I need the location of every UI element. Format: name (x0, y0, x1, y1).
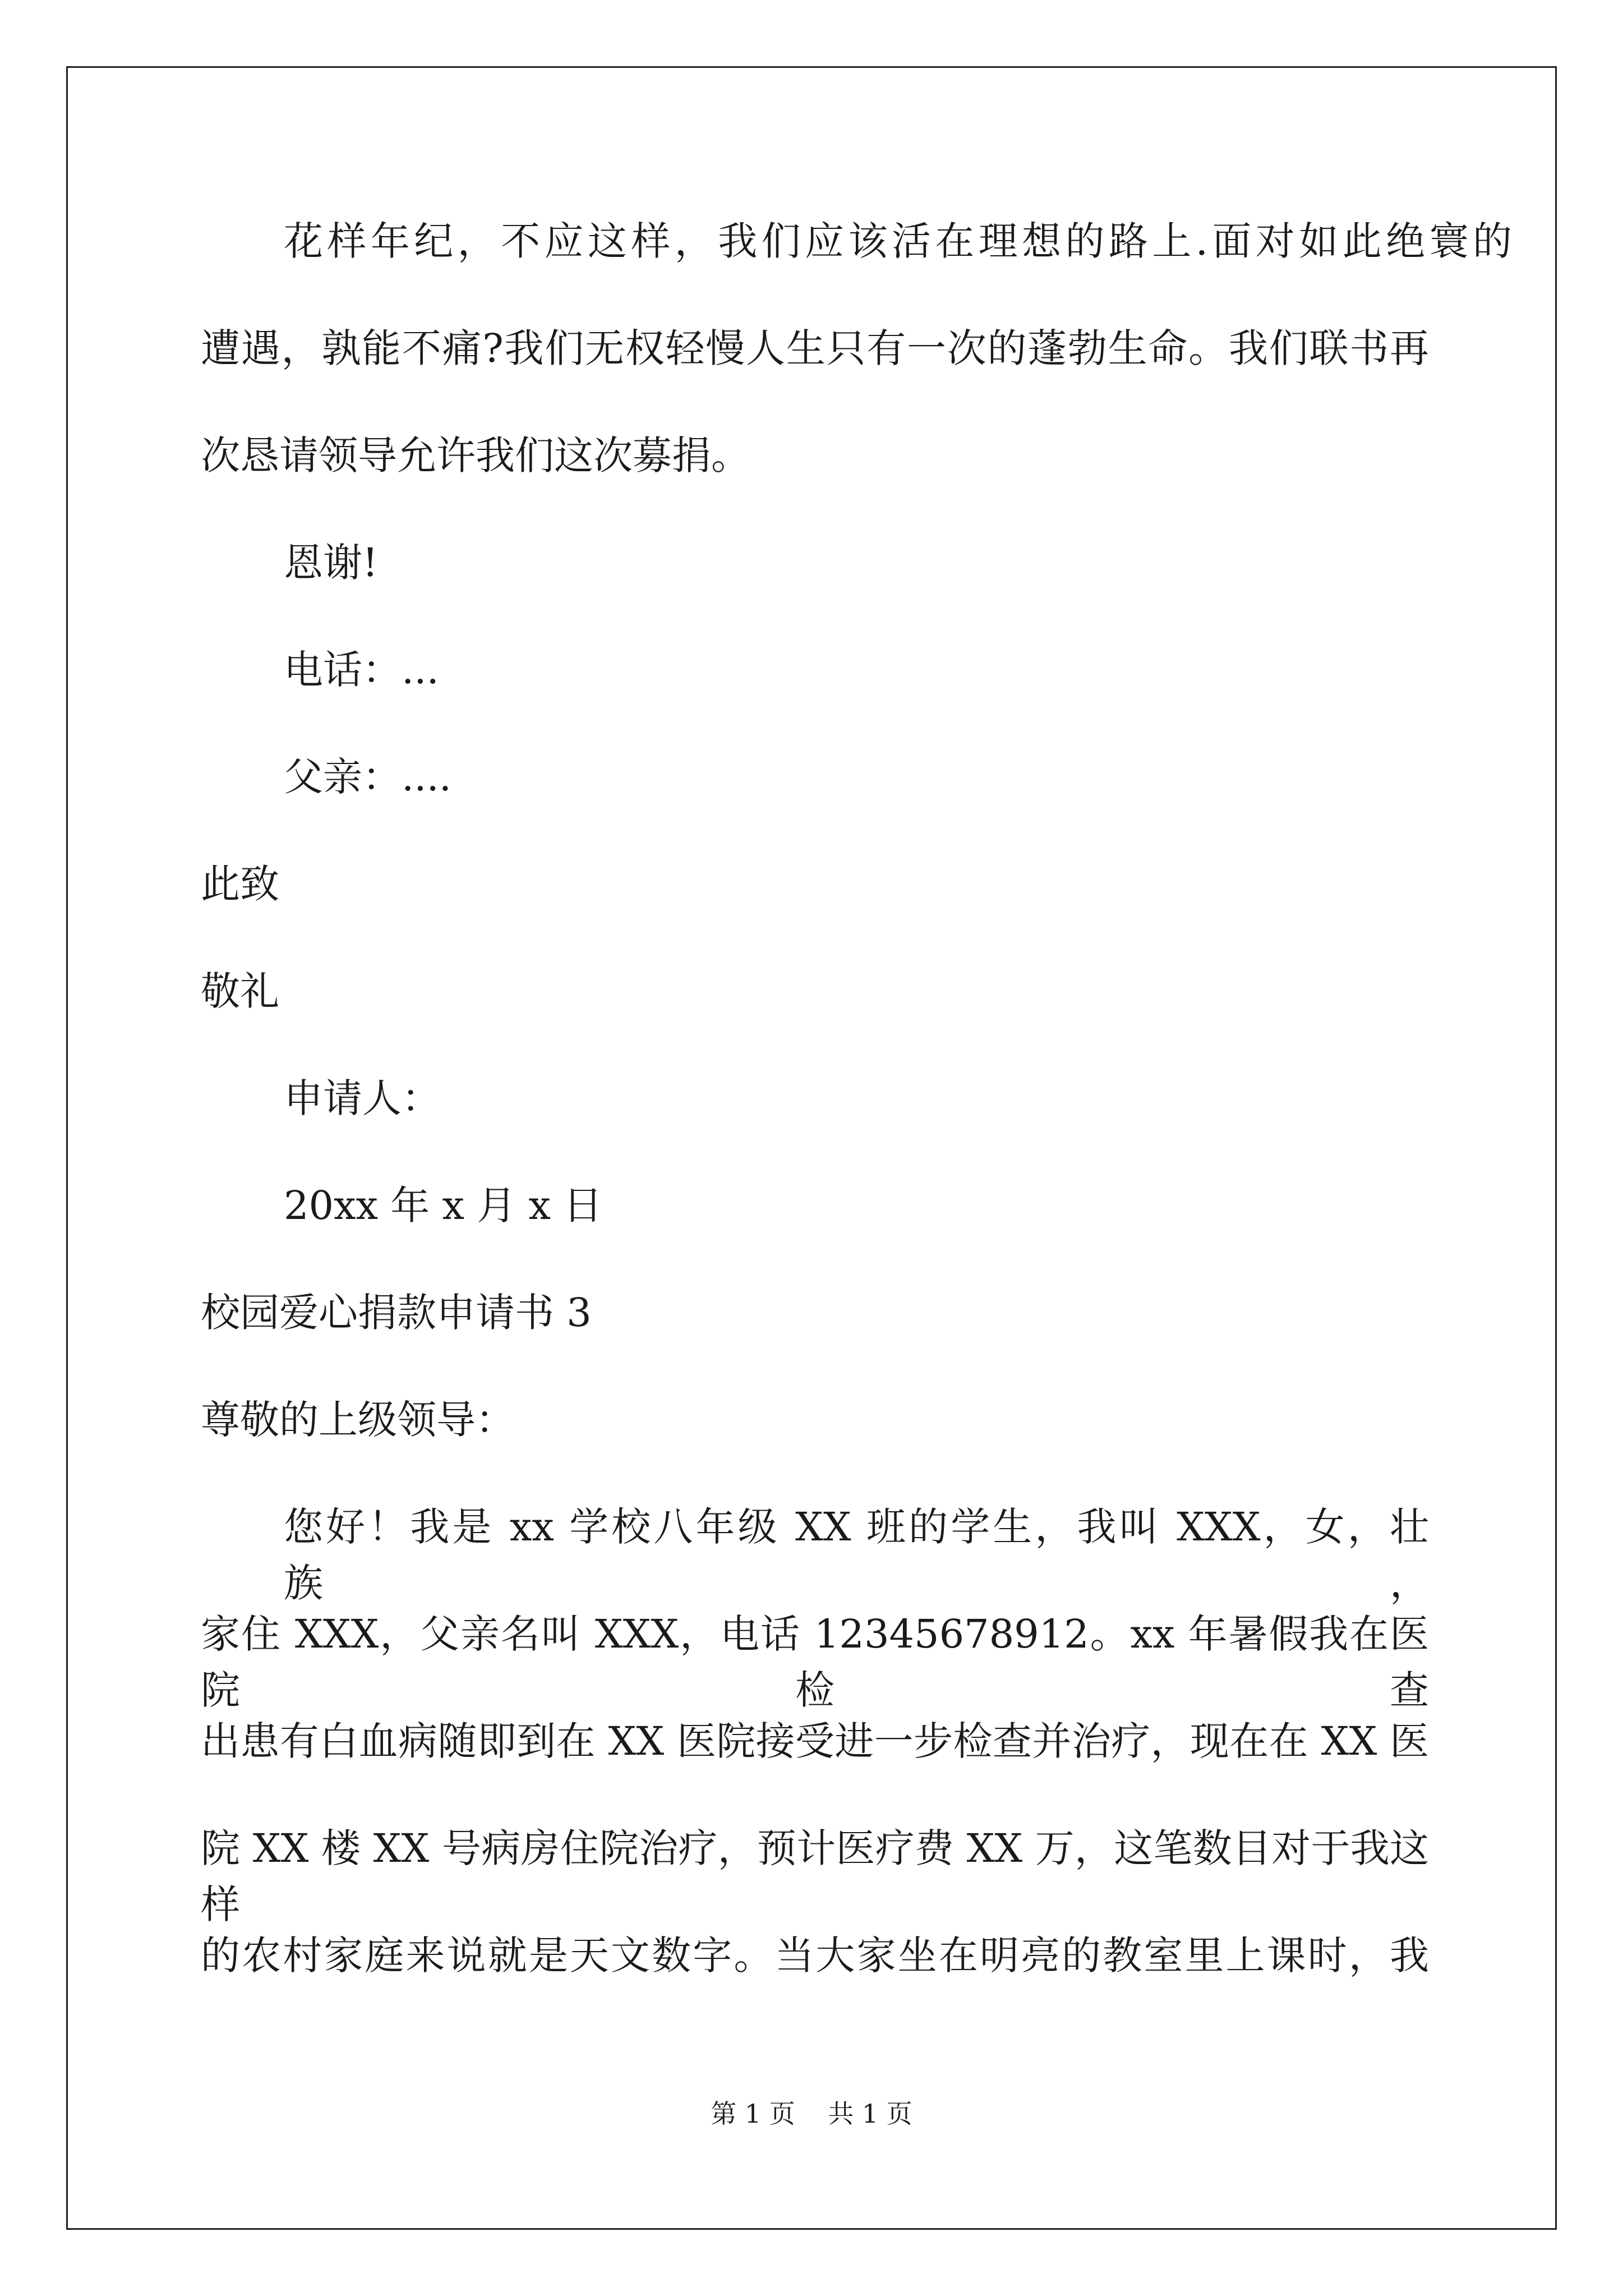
paragraph-line: 遭遇，孰能不痛?我们无权轻慢人生只有一次的蓬勃生命。我们联书再 (201, 325, 1429, 371)
paragraph-line: 您好！我是 xx 学校八年级 XX 班的学生，我叫 XXX，女，壮族， (284, 1504, 1429, 1606)
date-line: 20xx 年 x 月 x 日 (284, 1182, 603, 1228)
paragraph-line: 院 XX 楼 XX 号病房住院治疗，预计医疗费 XX 万，这笔数目对于我这样 (201, 1825, 1429, 1927)
paragraph-line: 出患有白血病随即到在 XX 医院接受进一步检查并治疗，现在在 XX 医 (201, 1718, 1429, 1764)
paragraph-line: 次恳请领导允许我们这次募捐。 (201, 432, 750, 478)
page-border (66, 66, 1557, 2230)
phone-line: 电话：... (284, 647, 439, 693)
greeting-line: 尊敬的上级领导： (201, 1397, 515, 1443)
section-title: 校园爱心捐款申请书 3 (201, 1290, 592, 1336)
paragraph-line: 的农村家庭来说就是天文数字。当大家坐在明亮的教室里上课时，我 (201, 1932, 1429, 1978)
paragraph-line: 家住 XXX，父亲名叫 XXX，电话 12345678912。xx 年暑假我在医院检查 (201, 1611, 1429, 1713)
closing-line: 此致 (201, 861, 279, 907)
thanks-line: 恩谢! (284, 540, 379, 586)
page-footer (0, 2097, 1623, 2131)
page-total: 共 1 页 (828, 2099, 912, 2129)
father-line: 父亲：.... (284, 754, 452, 800)
page-number: 第 1 页 (711, 2099, 795, 2129)
applicant-line: 申请人： (284, 1075, 441, 1121)
salutation-line: 敬礼 (201, 968, 279, 1014)
paragraph-line: 花样年纪，不应这样，我们应该活在理想的路上.面对如此绝寰的 (284, 218, 1512, 264)
